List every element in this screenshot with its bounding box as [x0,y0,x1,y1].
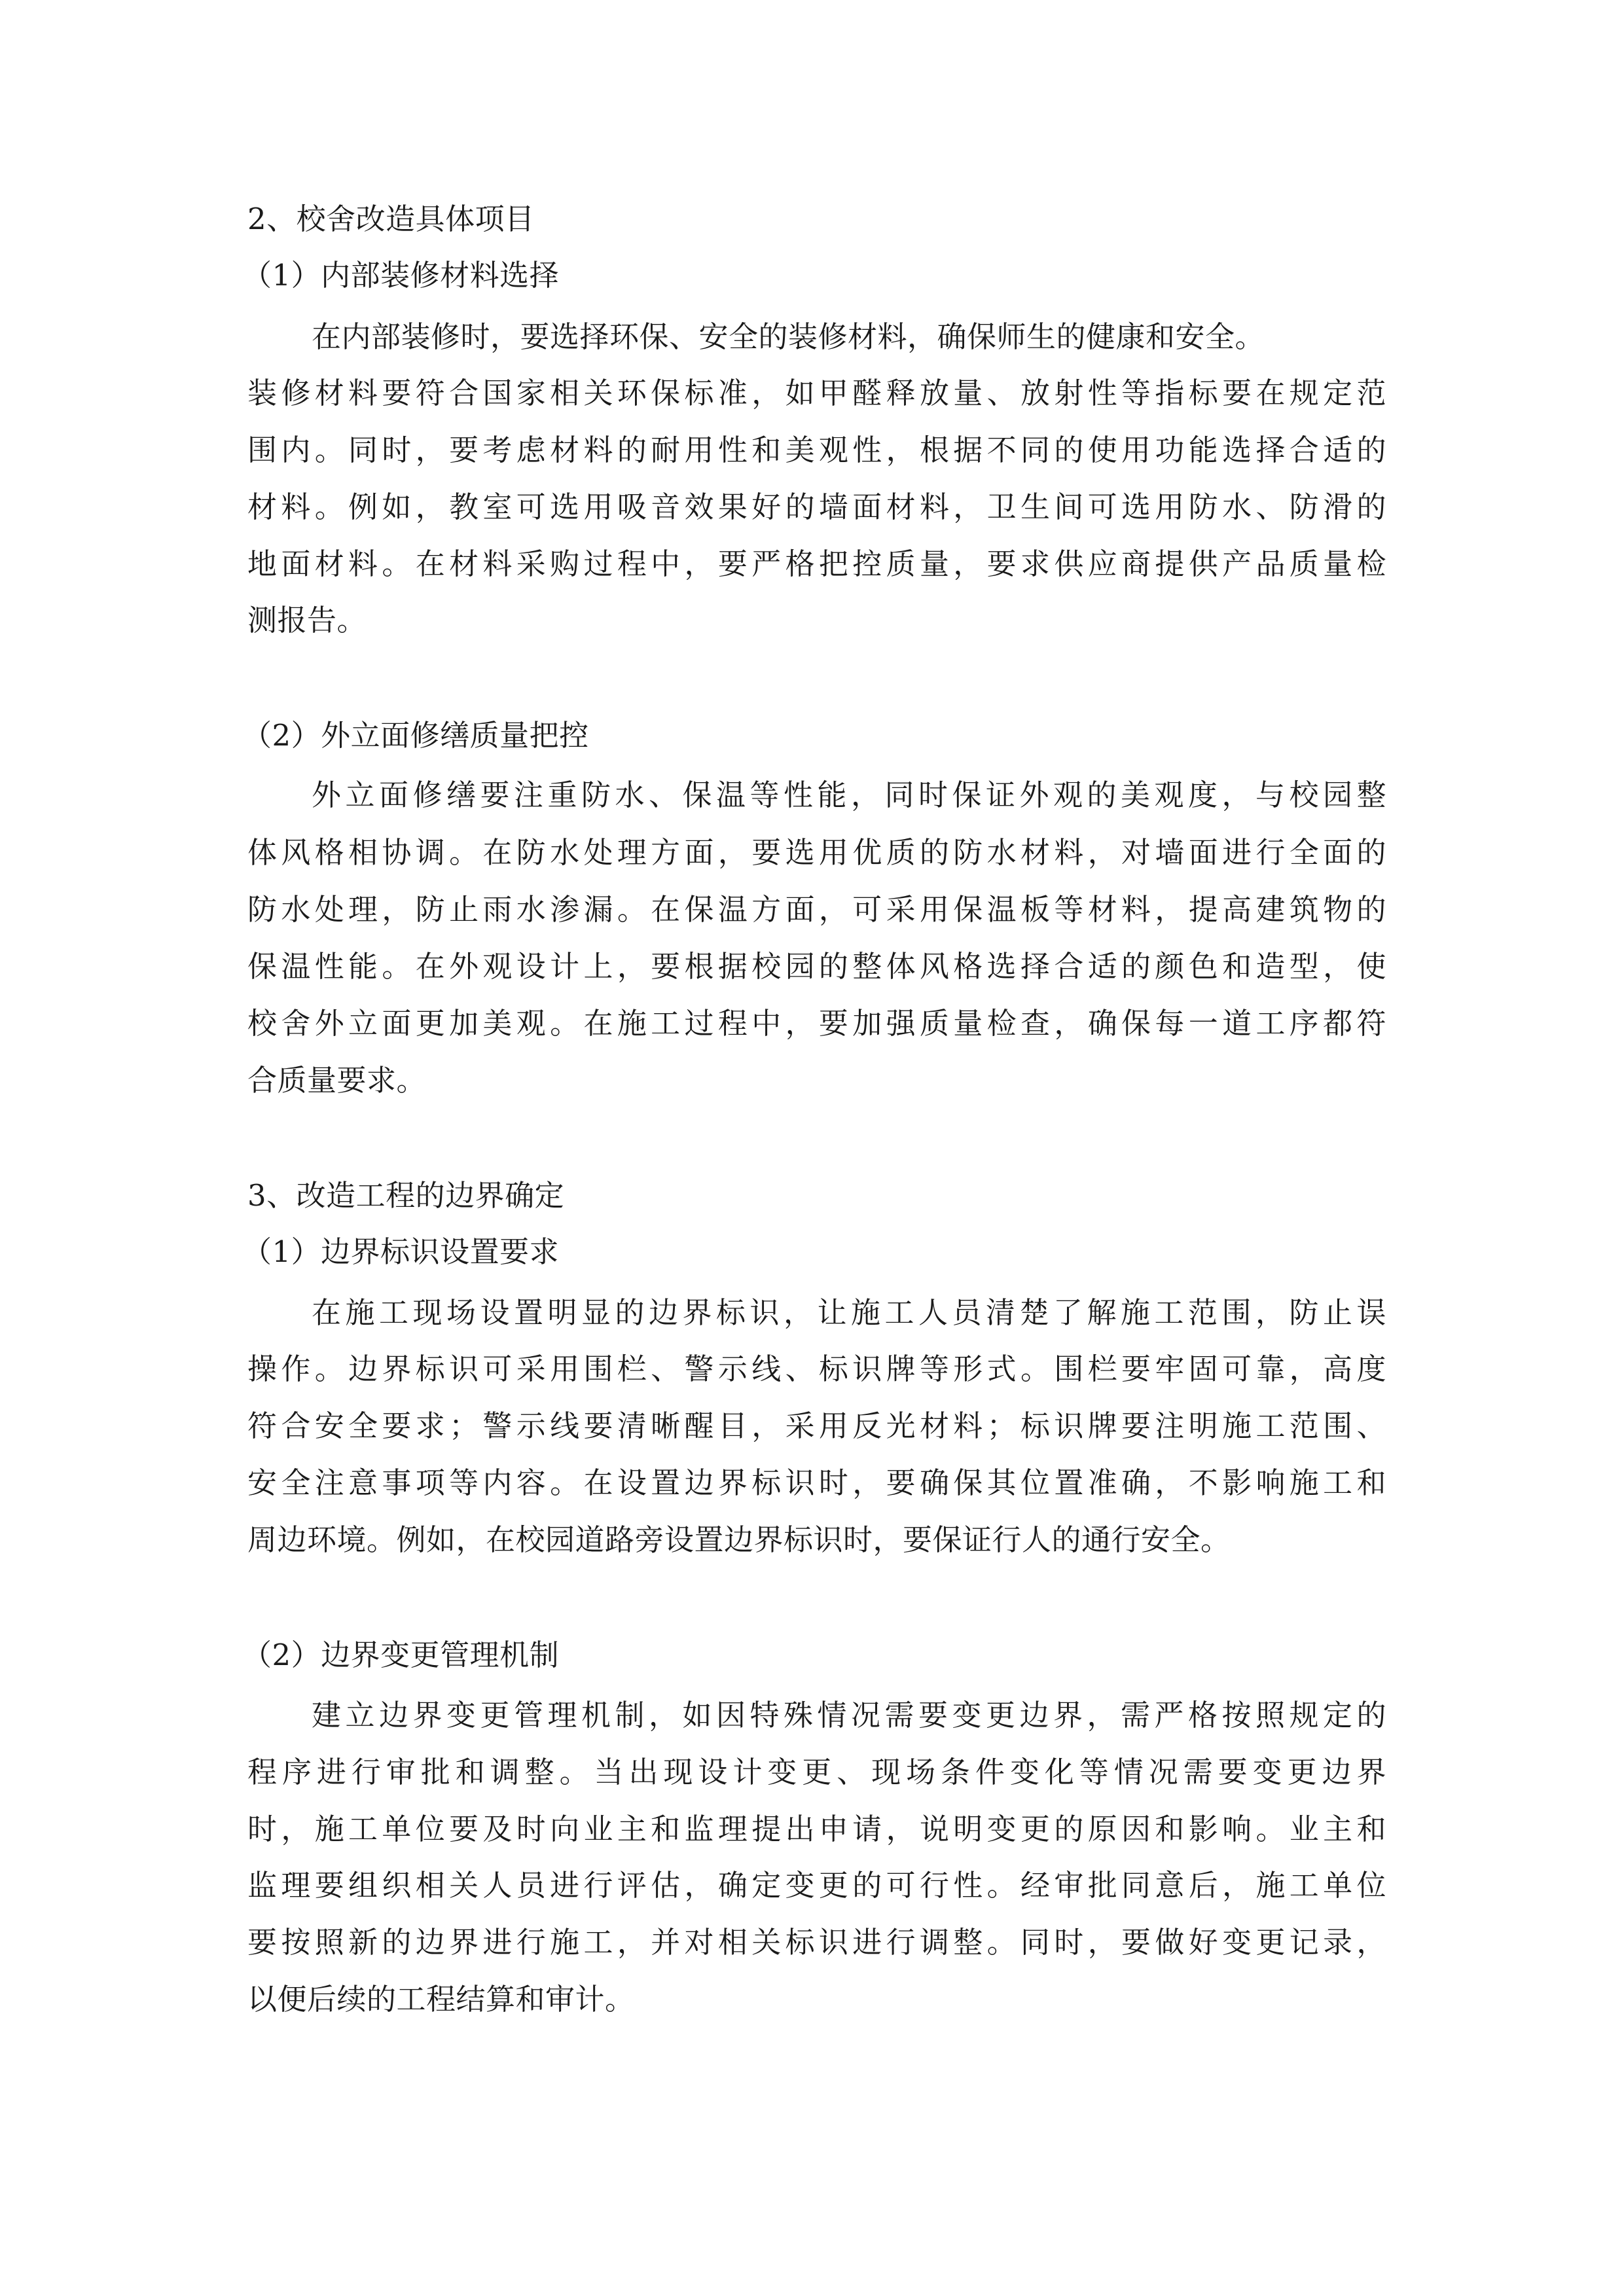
paragraph-line: 操作。边界标识可采用围栏、警示线、标识牌等形式。围栏要牢固可靠，高度 [247,1352,1386,1386]
paragraph-line: 测报告。 [247,603,367,637]
paragraph-line: 符合安全要求；警示线要清晰醒目，采用反光材料；标识牌要注明施工范围、 [247,1408,1386,1443]
paragraph-line: 外立面修缮要注重防水、保温等性能，同时保证外观的美观度，与校园整 [312,778,1386,812]
paragraph-line: 装修材料要符合国家相关环保标准，如甲醛释放量、放射性等指标要在规定范 [247,376,1386,410]
section-heading: 2、校舍改造具体项目 [247,202,535,236]
section-heading: 3、改造工程的边界确定 [247,1178,565,1213]
paragraph-line: 监理要组织相关人员进行评估，确定变更的可行性。经审批同意后，施工单位 [247,1868,1386,1903]
paragraph-line: 保温性能。在外观设计上，要根据校园的整体风格选择合适的颜色和造型，使 [247,949,1386,984]
paragraph-line: 安全注意事项等内容。在设置边界标识时，要确保其位置准确，不影响施工和 [247,1465,1386,1500]
paragraph-line: 校舍外立面更加美观。在施工过程中，要加强质量检查，确保每一道工序都符 [247,1006,1386,1041]
subsection-heading: （2）边界变更管理机制 [242,1638,560,1672]
paragraph-line: 合质量要求。 [247,1063,427,1098]
subsection-heading: （1）边界标识设置要求 [242,1234,560,1269]
subsection-heading: （1）内部装修材料选择 [242,258,560,293]
paragraph-line: 周边环境。例如，在校园道路旁设置边界标识时，要保证行人的通行安全。 [247,1522,1231,1557]
paragraph-line: 建立边界变更管理机制，如因特殊情况需要变更边界，需严格按照规定的 [312,1698,1386,1732]
paragraph-line: 时，施工单位要及时向业主和监理提出申请，说明变更的原因和影响。业主和 [247,1812,1386,1846]
paragraph-line: 在施工现场设置明显的边界标识，让施工人员清楚了解施工范围，防止误 [312,1295,1386,1330]
subsection-heading: （2）外立面修缮质量把控 [242,718,589,753]
paragraph-line: 程序进行审批和调整。当出现设计变更、现场条件变化等情况需要变更边界 [247,1755,1386,1789]
paragraph-line: 要按照新的边界进行施工，并对相关标识进行调整。同时，要做好变更记录， [247,1925,1386,1960]
paragraph-line: 围内。同时，要考虑材料的耐用性和美观性，根据不同的使用功能选择合适的 [247,433,1386,467]
paragraph-line: 防水处理，防止雨水渗漏。在保温方面，可采用保温板等材料，提高建筑物的 [247,892,1386,927]
paragraph-line: 地面材料。在材料采购过程中，要严格把控质量，要求供应商提供产品质量检 [247,547,1386,581]
paragraph-line: 以便后续的工程结算和审计。 [247,1982,635,2017]
paragraph-line: 在内部装修时，要选择环保、安全的装修材料，确保师生的健康和安全。 [312,319,1265,354]
paragraph-line: 材料。例如，教室可选用吸音效果好的墙面材料，卫生间可选用防水、防滑的 [247,490,1386,524]
paragraph-line: 体风格相协调。在防水处理方面，要选用优质的防水材料，对墙面进行全面的 [247,835,1386,870]
